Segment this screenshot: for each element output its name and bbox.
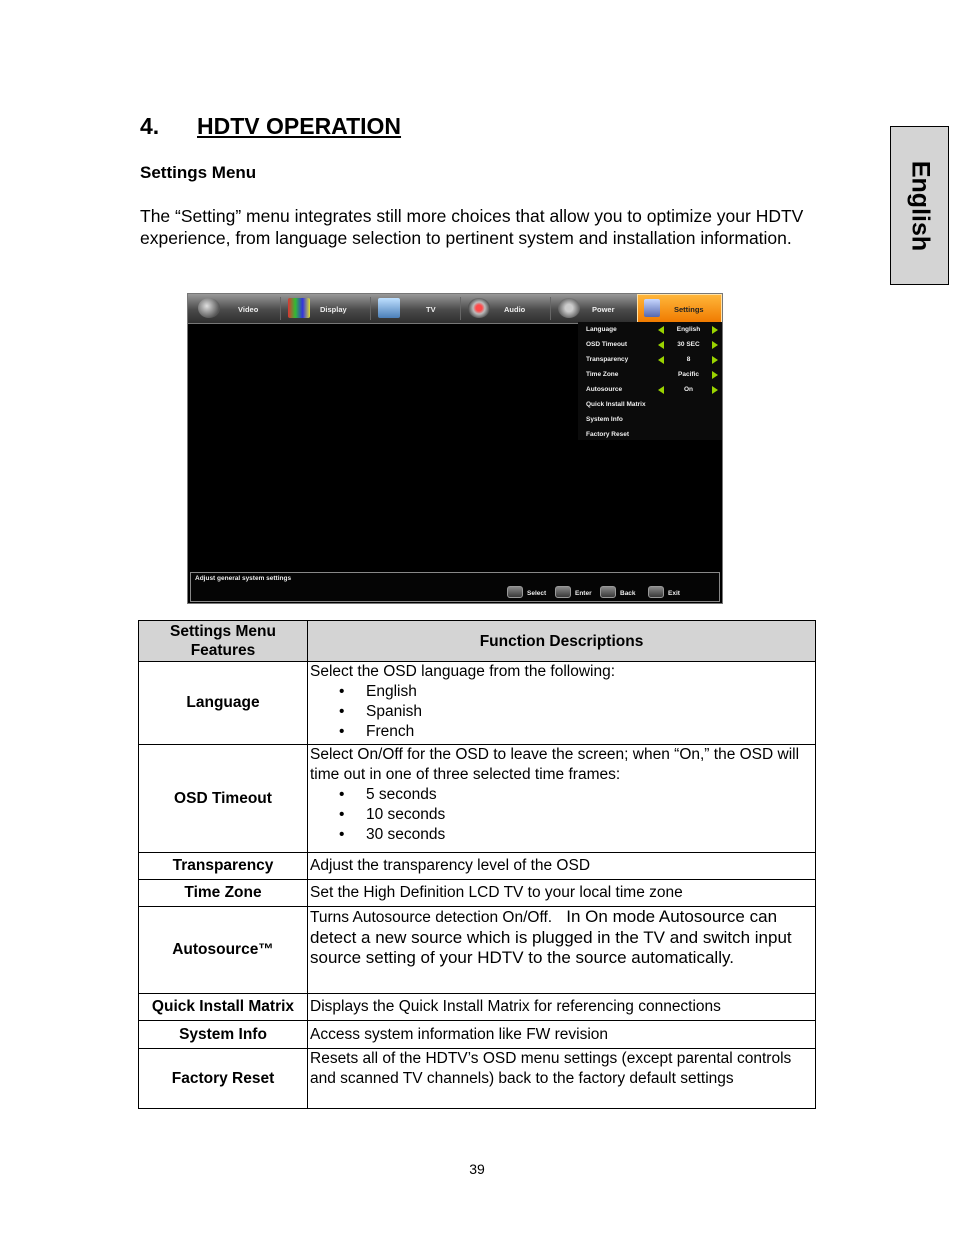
osd-menu-item: Factory Reset [586,431,629,438]
feature-name: Autosource™ [139,907,308,994]
section-title: HDTV OPERATION [197,113,402,139]
osd-menu-item: Autosource On [578,383,723,398]
exit-key-icon [648,586,664,598]
osd-tab-tv: TV [372,294,458,323]
arrow-right-icon [712,371,718,379]
side-tab-label: English [906,160,934,251]
osd-tab-power: Power [552,294,636,323]
feature-name: Language [139,662,308,745]
feature-name: Time Zone [139,880,308,907]
arrow-right-icon [712,386,718,394]
feature-description: Adjust the transparency level of the OSD [308,853,816,880]
settings-features-table [138,620,816,1109]
bullet-list: • English • Spanish • French [310,682,813,742]
power-plug-icon [558,298,580,318]
osd-menu-item: OSD Timeout 30 SEC [578,338,723,353]
section-number: 4. [140,113,160,139]
feature-name: Quick Install Matrix [139,994,308,1021]
column-header-features: Settings Menu Features [139,621,308,662]
table-row [139,662,816,745]
feature-name: System Info [139,1021,308,1049]
feature-name: Factory Reset [139,1049,308,1109]
arrow-left-icon [658,326,664,334]
arrow-left-icon [658,341,664,349]
osd-tab-audio: Audio [462,294,548,323]
section-heading [140,113,401,140]
osd-menu-item: Time Zone Pacific [578,368,723,383]
feature-description: Turns Autosource detection On/Off. In On mode Autosource can detect a new source which is plugged in the TV and switch input source setting of your HDTV to the source automatically. [308,907,816,994]
table-row [139,1049,816,1109]
tv-icon [378,298,400,318]
feature-description: Select the OSD language from the following: • English • Spanish • French [308,662,816,745]
film-reel-icon [198,298,220,318]
osd-tab-video: Video [192,294,278,323]
back-key-icon [600,586,616,598]
osd-menu-item: Transparency 8 [578,353,723,368]
table-row [139,880,816,907]
table-row [139,1021,816,1049]
feature-name: Transparency [139,853,308,880]
page-number: 39 [469,1161,485,1177]
table-header-row [139,621,816,662]
table-row [139,853,816,880]
arrow-right-icon [712,326,718,334]
table-row [139,907,816,994]
bullet-list: • 5 seconds • 10 seconds • 30 seconds [310,785,813,845]
osd-help-text: Adjust general system settings [195,575,292,582]
feature-description: Access system information like FW revision [308,1021,816,1049]
speaker-icon [468,298,490,318]
feature-description: Select On/Off for the OSD to leave the screen; when “On,” the OSD will time out in one of three selected time frames: • 5 seconds • 10 seconds • 30 seconds [308,745,816,853]
subheading: Settings Menu [140,163,257,182]
osd-menu-item: Quick Install Matrix [586,401,646,408]
color-bars-icon [288,298,310,318]
osd-tab-settings: Settings [637,294,722,323]
feature-description: Resets all of the HDTV’s OSD menu settings (except parental controls and scanned TV channels) back to the factory default settings [308,1049,816,1109]
osd-tab-bar [188,294,722,324]
osd-screenshot [187,293,723,604]
enter-key-icon [555,586,571,598]
osd-settings-menu [578,322,723,440]
feature-name: OSD Timeout [139,745,308,853]
language-side-tab [890,126,949,285]
osd-menu-item: Language English [578,323,723,338]
table-row [139,994,816,1021]
arrow-right-icon [712,341,718,349]
osd-menu-item: System Info [586,416,623,423]
osd-footer: Adjust general system settings Select Enter Back Exit [190,572,720,602]
intro-paragraph: The “Setting” menu integrates still more choices that allow you to optimize your HDTV experience, from language selection to pertinent system and installation information. [140,206,804,248]
osd-tab-display: Display [282,294,368,323]
feature-description: Displays the Quick Install Matrix for referencing connections [308,994,816,1021]
table-row [139,745,816,853]
feature-description: Set the High Definition LCD TV to your local time zone [308,880,816,907]
arrow-right-icon [712,356,718,364]
arrow-left-icon [658,386,664,394]
settings-list-icon [644,299,660,317]
arrow-left-icon [658,356,664,364]
dpad-icon [507,586,523,598]
column-header-descriptions: Function Descriptions [308,621,816,662]
